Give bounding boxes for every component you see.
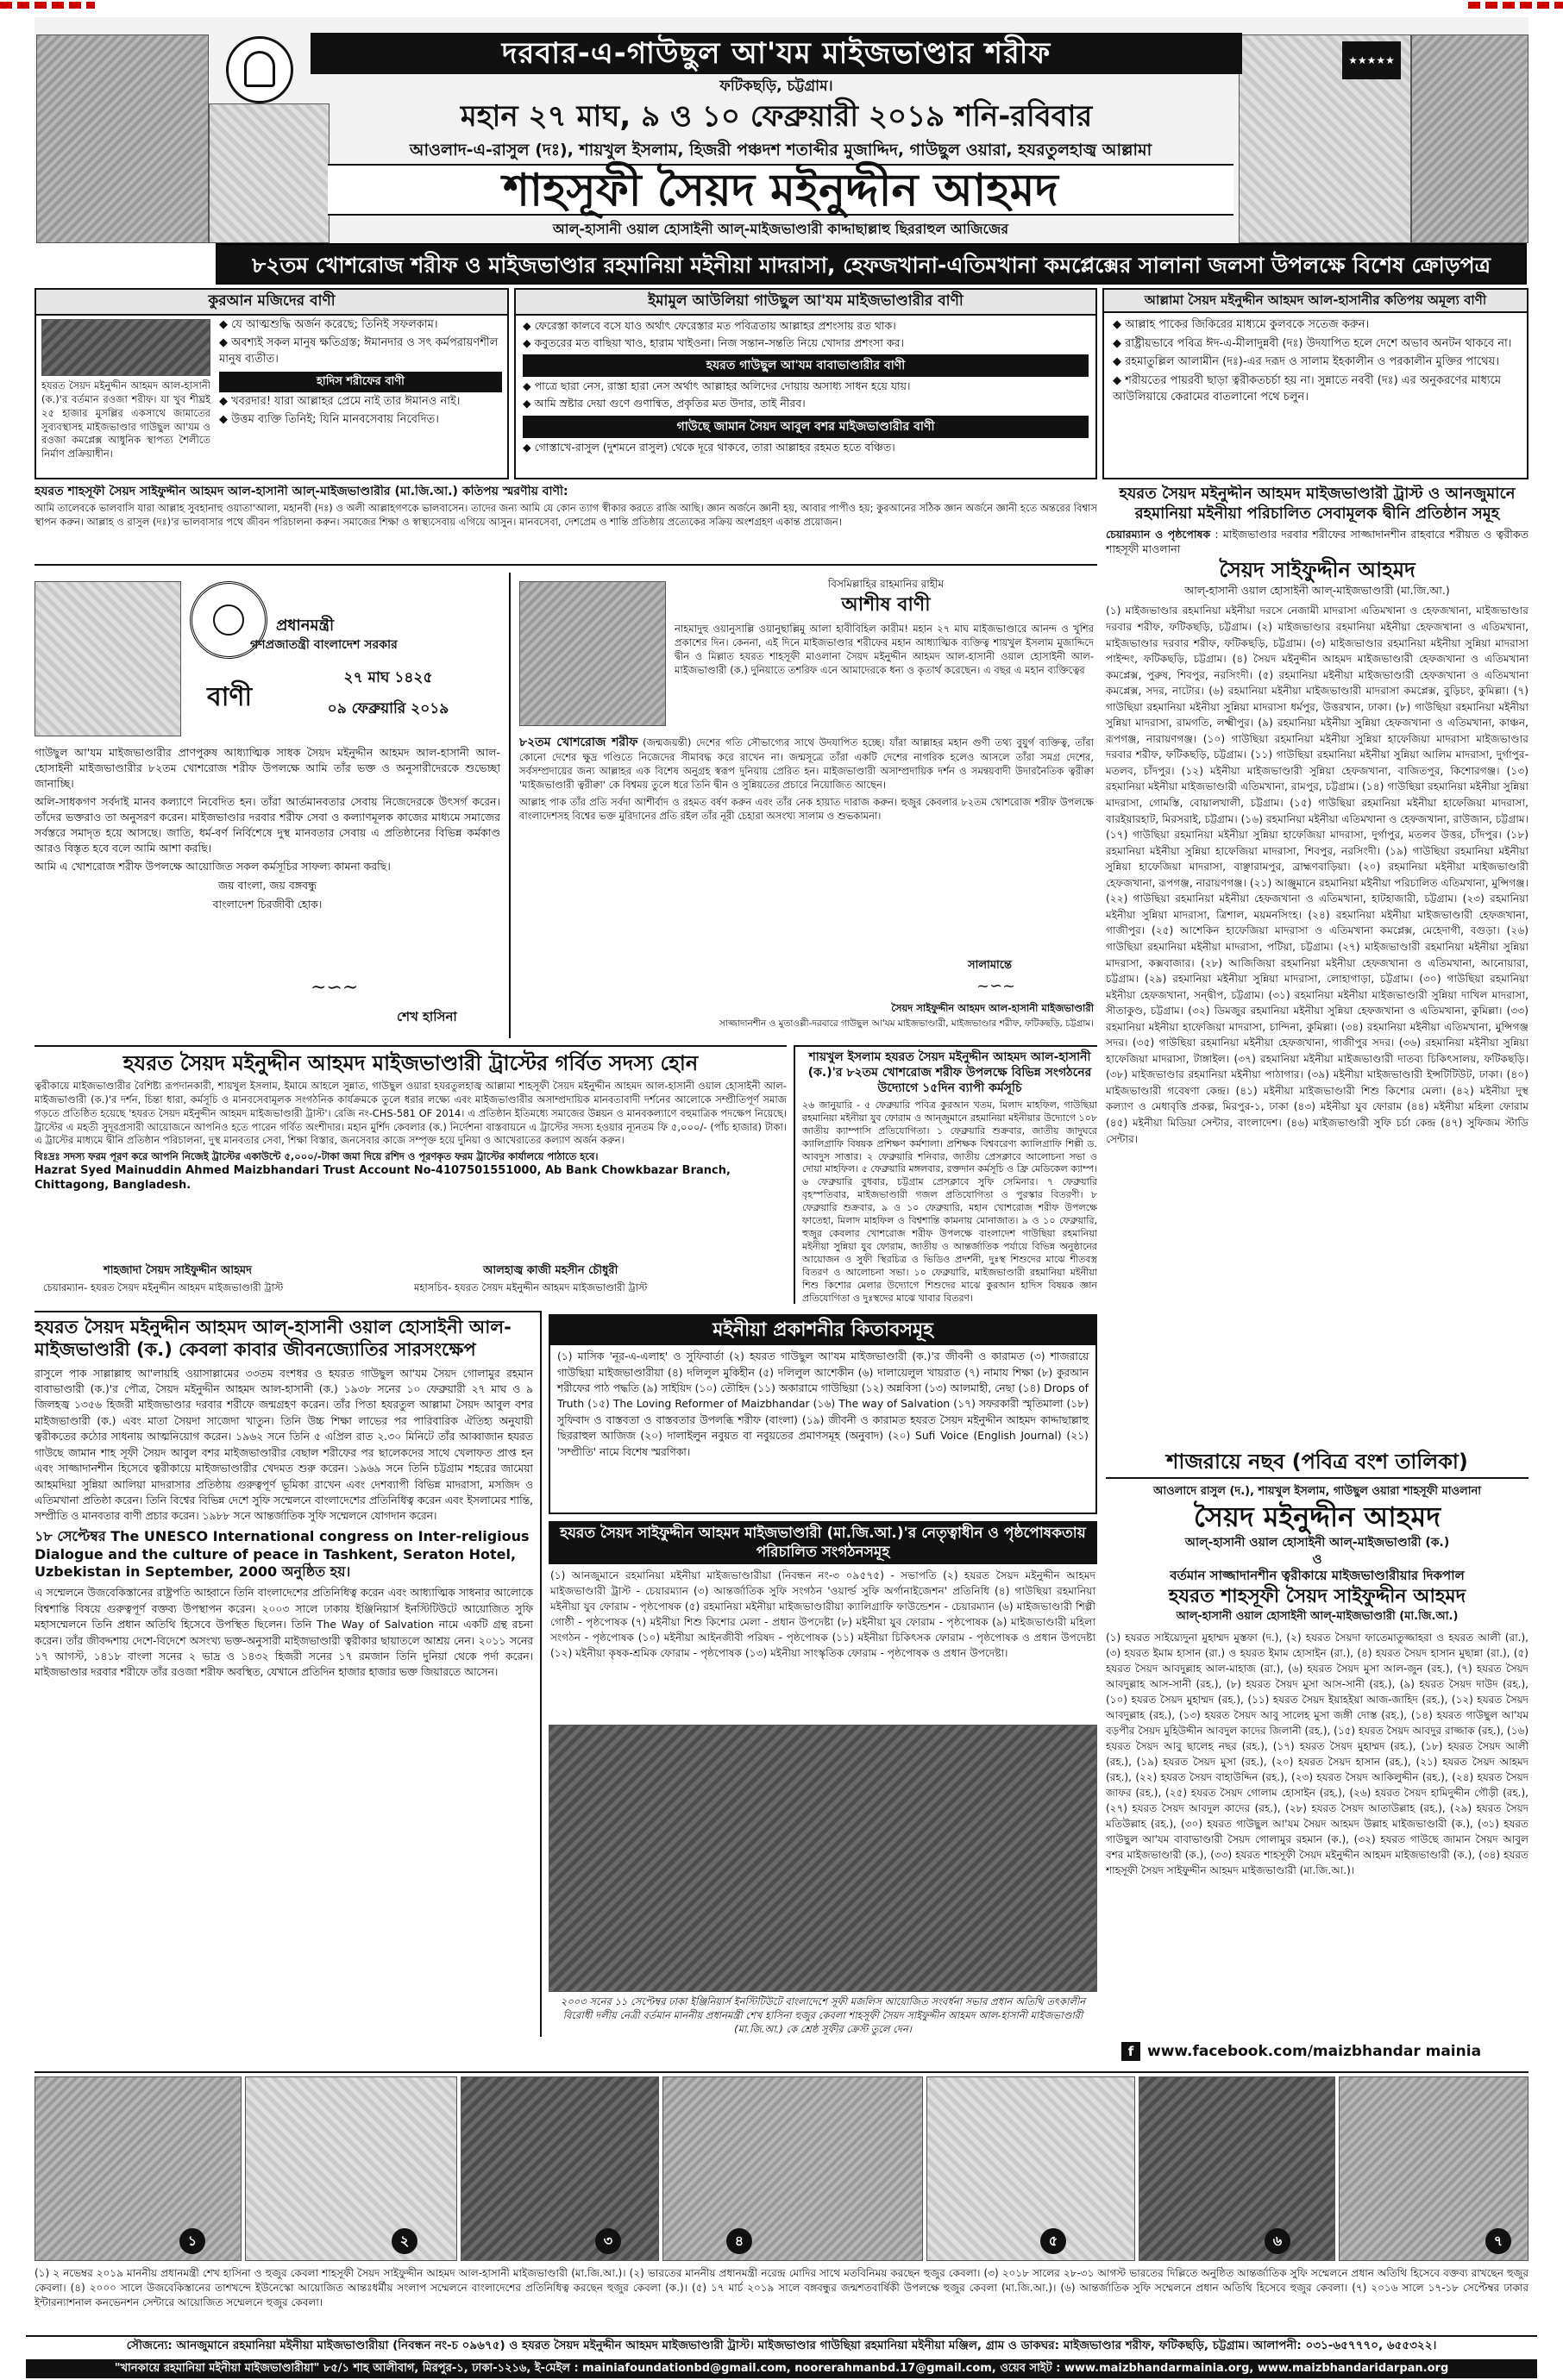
shajra-section bbox=[1106, 1449, 1528, 2039]
pm-body bbox=[35, 745, 500, 916]
ashish-closing: সালামান্তে bbox=[968, 959, 1012, 972]
trust-sig-2-name: আলহাজ্ব কাজী মহসীন চৌধুরী bbox=[483, 1264, 618, 1277]
facebook-link[interactable] bbox=[1121, 2042, 1527, 2068]
allama-box bbox=[1102, 288, 1528, 479]
program-section bbox=[794, 1045, 1097, 1304]
special-supplement-banner: ৮২তম খোশরোজ শরীফ ও মাইজভাণ্ডার রহমানিয়া মইনীয়া মাদরাসা, হেফজখানা-এতিমখানা কমপ্লেক্সের সালানা জলসা উপলক্ষে বিশেষ ক্রোড়পত্র bbox=[216, 243, 1527, 285]
biography-text-2: এ সম্মেলনে উজবেকিস্তানের রাষ্ট্রপতি আহ্বানে তিনি বাংলাদেশের প্রতিনিধিত্ব করেন এবং আধ্যাত্মিক সাধনার আলোকে বিশ্বশান্তি বিষয়ে গুরুত্বপূর্ণ বক্তব্য উপস্থাপন করেন। ২০০৩ সালে ঢাকায় ইঞ্জিনিয়ার্স ইনস্টিটিউটে আয়োজিত সুফি মহাসম্মেলনে তিনি প্রধান অতিথি হিসেবে উপস্থিত ছিলেন। তিনি The Way of Salvation নামে একটি গ্রন্থ রচনা করেন। তাঁর জীবদ্দশায় দেশে-বিদেশে অসংখ্য ভক্ত-অনুসারী মাইজভাণ্ডারী ত্বরীকার ছায়াতলে আশ্রয় নেন। ২০১১ সনের ১৭ আগস্ট, ১৪১৮ বাংলা সনের ২ ভাদ্র ও ১৪৩২ হিজরী সনের ১৭ রমজান তিনি দুনিয়া থেকে পর্দা করেন। মাইজভাণ্ডার দরবার শরীফে তাঁর রওজা শরীফ অবস্থিত, যেখানে প্রতিদিন হাজার হাজার ভক্ত জিয়ারতে আসেন। bbox=[35, 1587, 533, 1679]
pm-date-1: ২৭ মাঘ ১৪২৫ bbox=[343, 669, 433, 686]
ashish-paragraph-2: (জন্মজয়ন্তী) দেশের গতি সৌভাগ্যের সাথে উদযাপিত হচ্ছে। যাঁরা আল্লাহর মহান গুণী তথ্য বুযুর্গ ব্যক্তিত্ব, তাঁরা কোনো দেশের ক্ষুদ্র গণ্ডিতে নিজেদের সীমাবদ্ধ করে রাখেন না। জন্মসূত্রে তাঁরা একটি দেশের নাগরিক হলেও আসলে তাঁরা সমগ্র দেশের, সর্বসম্প্রদায়ের জন্য আল্লাহর এক বিশেষ অনুগ্রহ স্বরূপ দুনিয়ায় প্রেরিত হন। মাইজভাণ্ডারী অসাম্প্রদায়িক দর্শন ও সমন্বয়বাদী উদারনৈতিক ত্বরীক্বা 'মাইজভাণ্ডারী ত্বরীক্বা' কে বিশ্বময় তুলে ধরে তিনি দ্বীন ও সুন্নিয়তের প্রচারে নিয়োজিত আছেন। bbox=[519, 736, 1094, 792]
strip-photo-4 bbox=[662, 2076, 923, 2261]
shajra-line-5: আল্-হাসানী ওয়াল হোসাইনী আল্-মাইজভাণ্ডারী (মা.জি.আ.) bbox=[1176, 1609, 1459, 1623]
quran-bullet-2: ◆ অবশ্যই সকল মানুষ ক্ষতিগ্রস্ত; ঈমানদার ও সৎ কর্মপরায়ণশীল মানুষ ব্যতীত। bbox=[219, 335, 499, 366]
photo-number-4: ৪ bbox=[726, 2228, 752, 2254]
smaraniya-title: হযরত শাহসূফী সৈয়দ সাইফুদ্দীন আহমদ আল-হাসানী আল্-মাইজভাণ্ডারীর (মা.জি.আ.) কতিপয় স্মরণীয় বাণী: bbox=[35, 485, 568, 498]
quran-bullet-1: ◆ যে আত্মশুদ্ধি অর্জন করেছে; তিনিই সফলকাম। bbox=[219, 318, 438, 331]
photo-number-2: ২ bbox=[392, 2228, 417, 2254]
photo-number-1: ১ bbox=[179, 2228, 205, 2254]
hadith-title: হাদিস শরীফের বাণী bbox=[219, 372, 502, 393]
allama-bullet-4: ◆ শরীয়তের পায়রবী ছাড়া ত্বরীকতচর্চা হয় না। সুন্নাতে নববী (দঃ) এর অনুকরণের মাধ্যমে আউলিয়ায়ে কেরামের বাতলানো পথে চলুন। bbox=[1113, 373, 1502, 404]
allama-bullet-3: ◆ রহমাতুল্লিল আলামীন (দঃ)-এর দরূদ ও সালাম ইহকালীন ও পরকালীন মুক্তির পাথেয়। bbox=[1113, 355, 1499, 369]
imamul-box-title: ইমামুল আউলিয়া গাউছুল আ'যম মাইজভাণ্ডারীর বাণী bbox=[516, 290, 1095, 316]
pm-closing-1: জয় বাংলা, জয় বঙ্গবন্ধু bbox=[218, 879, 317, 892]
pm-date-2: ০৯ ফেব্রুয়ারি ২০১৯ bbox=[327, 700, 449, 717]
program-text: ২৬ জানুয়ারি - ৫ ফেব্রুয়ারি পবিত্র কুরআন খতম, মিলাদ মাহফিল, গাউছিয়া রহমানিয়া মইনীয়া যুব ফোরাম ও আন্জুমানে রহমানিয়া মইনীয়ার উদ্যোগে ১০৮ জাতীয় ক্যাম্পাসি প্রতিযোগিতা। ১ ফেব্রুয়ারি শুক্রবার, জাতীয় জাদুঘরে ক্যালিগ্রাফি বিষয়ক প্রশিক্ষণ কর্মশালা। প্রশিক্ষক বিশ্ববরেণ্য ক্যালিগ্রাফি শিল্পী ড. আবদুস সাত্তার। ২ ফেব্রুয়ারি শনিবার, জাতীয় প্রেসক্লাবে আলোচনা সভা ও দোয়া মাহফিল। ৫ ফেব্রুয়ারি মঙ্গলবার, রক্তদান কর্মসূচি ও ফ্রি মেডিকেল ক্যাম্প। ৬ ফেব্রুয়ারি বুধবার, চট্টগ্রাম প্রেসক্লাবে সুফি সেমিনার। ৭ ফেব্রুয়ারি বৃহস্পতিবার, মাইজভাণ্ডারী গজল প্রতিযোগিতা ও পুরস্কার বিতরণী। ৮ ফেব্রুয়ারি শুক্রবার, ৯ ও ১০ ফেব্রুয়ারি, মহান খোশরোজ শরীফ উপলক্ষে ফাতেহা, মিলাদ মাহফিল ও বিশ্বশান্তি কামনায় মোনাজাত। ৯ ও ১০ ফেব্রুয়ারি, হুজুর কেবলার খোশরোজ শরীফ উপলক্ষে বাংলাদেশ গাউছিয়া রহমানিয়া মইনীয়া সুন্নিয়া যুব ফোরাম, জাতীয় ও আন্তর্জাতিক পর্যায়ে বিভিন্ন অনুষ্ঠানের আয়োজন ও সুফী স্থিরচিত্র ও ভিডিও প্রদর্শনী, দুঃস্থ শিশুদের মাঝে শীতবস্ত্র বিতরণ ও আলোচনা সভা। ১০ ফেব্রুয়ারি, মাইজভাণ্ডারী রহমানিয়া মইনীয়া শিশু কিশোর মেলার উদ্যোগে শিশুদের মাঝে কুরআন হাদিস বিষয়ক জ্ঞান প্রতিযোগিতা ও দুঃস্থদের মাঝে খাবার বিতরণ। bbox=[802, 1099, 1097, 1304]
ashish-signature: ~∽~ bbox=[976, 977, 1016, 995]
pm-paragraph-2: অলি-সাধকগণ সর্বদাই মানব কল্যাণে নিবেদিত হন। তাঁরা আর্তমানবতার সেবায় নিজেদেরকে উৎসর্গ করেন। তাঁদের ভক্তরাও তা অনুসরণ করেন। মাইজভাণ্ডার দরবার শরীফ সেবা ও কল্যাণমূলক কাজের মাধ্যমে সমাজের সর্বস্তরে সমাদৃত হয়ে আসছে। জাতি, ধর্ম-বর্ণ নির্বিশেষে দুস্থ মানবতার সেবায় এ প্রতিষ্ঠানের বিভিন্ন কর্মকাণ্ড আরও বিস্তৃত হবে বলে আমি আশা করছি। bbox=[35, 795, 500, 855]
rawza-photo bbox=[41, 319, 210, 376]
pm-portrait bbox=[35, 581, 181, 736]
top-stripe-bar bbox=[0, 0, 1563, 12]
strip-photo-6 bbox=[1139, 2076, 1335, 2261]
ashish-footer-2: সাজ্জাদানশীন ও মুতাওল্লী-দরবারে গাউছুল আ'যম মাইজভাণ্ডারী, মাইজভাণ্ডার শরীফ, ফটিকছড়ি, চট্টগ্রাম। bbox=[719, 1018, 1094, 1029]
stars-badge: ★★★★★ bbox=[1342, 41, 1401, 79]
trust-chair-label: চেয়ারম্যান ও পৃষ্ঠপোষক bbox=[1106, 528, 1211, 541]
shajra-text: (১) হযরত সাইয়্যেদুনা মুহাম্মদ মুস্তফা (দ.), (২) হযরত সৈয়দা ফাতেমাতুজ্জাহরা ও হযরত আলী (রা.), (৩) হযরত ইমাম হাসান (রা.) ও হযরত ইমাম হোসাইন (রা.), (৪) হযরত সৈয়দ হাসান মুছান্না (রা.), (৫) হযরত সৈয়দ আবদুল্লাহ আল-মাহাজ (রা.), (৬) হযরত সৈয়দ মুসা আল-জুন (রহ.), (৭) হযরত সৈয়দ আবদুল্লাহ আস-সানী (রহ.), (৮) হযরত সৈয়দ মুসা আস-সানী (রহ.), (৯) হযরত সৈয়দ দাউদ (রহ.), (১০) হযরত সৈয়দ মুহাম্মদ (রহ.), (১১) হযরত সৈয়দ ইয়াহইয়া আজ-জাহিদ (রহ.), (১২) হযরত সৈয়দ আবদুল্লাহ (রহ.), (১৩) হযরত সৈয়দ আবু সালেহ মুসা জঙ্গী দোস্ত (রহ.), (১৪) হযরত গাউছুল আ'যম বড়পীর সৈয়দ মুহিউদ্দীন আবদুল কাদের জিলানী (রহ.), (১৫) হযরত সৈয়দ আবদুর রাজ্জাক (রহ.), (১৬) হযরত সৈয়দ আবু ছালেহ নছর (রহ.), (১৭) হযরত সৈয়দ মুহাম্মদ (রহ.), (১৮) হযরত সৈয়দ আলী (রহ.), (১৯) হযরত সৈয়দ মুসা (রহ.), (২০) হযরত সৈয়দ হাসান (রহ.), (২১) হযরত সৈয়দ আহমদ (রহ.), (২২) হযরত সৈয়দ বাহাউদ্দিন (রহ.), (২৩) হযরত সৈয়দ আকিলুদ্দীন (রহ.), (২৪) হযরত সৈয়দ জাফর (রহ.), (২৫) হযরত সৈয়দ গোলাম হোসাইন (রহ.), (২৬) হযরত সৈয়দ হামিদুদ্দীন গৌড়ী (রহ.), (২৭) হযরত সৈয়দ আবদুল কাদের (রহ.), (২৮) হযরত সৈয়দ আতাউল্লাহ (রহ.), (২৯) হযরত সৈয়দ মতিউল্লাহ (রহ.), (৩০) হযরত গাউছুল আ'যম সৈয়দ আহমদ উল্লাহ মাইজভাণ্ডারী (ক.), (৩১) হযরত গাউছুল আ'যম বাবাভাণ্ডারী সৈয়দ গোলামুর রহমান (ক.), (৩২) হযরত গাউছে জামান সৈয়দ আবুল বশর মাইজভাণ্ডারী (ক.), (৩৩) হযরত শাহসূফী সৈয়দ মইনুদ্দীন আহমদ মাইজভাণ্ডারী (ক.), (৩৪) হযরত শাহসূফী সৈয়দ সাইফুদ্দীন আহমদ মাইজভাণ্ডারী (মা.জি.আ.)। bbox=[1106, 1631, 1528, 1876]
header-name: শাহসূফী সৈয়দ মইনুদ্দীন আহমদ bbox=[328, 164, 1233, 216]
mosque-photo-left bbox=[36, 34, 209, 243]
allama-bullet-2: ◆ রাষ্ট্রীয়ভাবে পবিত্র ঈদ-এ-মীলাদুন্নবী (দঃ) উদযাপিত হলে দেশে অভাব অনটন থাকবে না। bbox=[1113, 336, 1512, 350]
ashish-body bbox=[519, 735, 1094, 955]
ashish-label: ৮২তম খোশরোজ শরীফ bbox=[519, 736, 638, 749]
pm-title: প্রধানমন্ত্রী bbox=[276, 617, 335, 635]
logo-emblem bbox=[226, 36, 293, 103]
photo-number-6: ৬ bbox=[1265, 2228, 1290, 2254]
trust-member-note: বিঃদ্রঃ সদস্য ফরম পূরণ করে আপনি নিজেই ট্রাস্টের একাউন্টে ৫,০০০/-টাকা জমা দিয়ে রশিদ ও পূরণকৃত ফরম ট্রাস্টের কার্যালয়ে পাঠাতে হবে। bbox=[35, 1150, 599, 1163]
facebook-url: www.facebook.com/maizbhandar mainia bbox=[1147, 2043, 1482, 2060]
header-subline: আওলাদ-এ-রাসুল (দঃ), শায়খুল ইসলাম, হিজরী পঞ্চদশ শতাব্দীর মুজাদ্দিদ, গাউছুল ওয়ারা, হযরতুলহাজ্ব আল্লামা bbox=[409, 141, 1152, 160]
publications-title: মইনীয়া প্রকাশনীর কিতাবসমূহ bbox=[550, 1316, 1095, 1345]
right-stripe bbox=[1468, 2, 1563, 9]
trust-list-title: হযরত সৈয়দ মইনুদ্দীন আহমদ মাইজভাণ্ডারী ট্রাস্ট ও আনজুমানে রহমানিয়া মইনীয়া পরিচালিত সেবামূলক দ্বীনি প্রতিষ্ঠান সমূহ bbox=[1119, 485, 1516, 523]
pm-paragraph-1: গাউছুল আ'যম মাইজভাণ্ডারীর প্রাণপুরুষ আধ্যাত্মিক সাধক সৈয়দ মইনুদ্দীন আহমদ আল-হাসানী আল-হোসাইনী মাইজভাণ্ডারীর ৮২তম খোশরোজ শরীফ উপলক্ষে আমি তাঁর ভক্ত ও অনুসারীদেরকে শুভেচ্ছা জানাচ্ছি। bbox=[35, 746, 500, 790]
trust-member-section bbox=[35, 1045, 787, 1304]
quran-bullet-3: ◆ খবরদার! যারা আল্লাহর প্রেমে নাই তার ঈমানও নাই। bbox=[219, 395, 461, 409]
pm-closing-2: বাংলাদেশ চিরজীবী হোক। bbox=[212, 897, 323, 911]
biography-text-1: রাসুলে পাক সাল্লাল্লাহু আ'লায়হি ওয়াসাল্লামের ৩৩তম বংশধর ও হযরত গাউছুল আ'যম সৈয়দ গোলামুর রহমান বাবাভাণ্ডারী (ক.)'র পৌত্র, সৈয়দ মইনুদ্দীন আহমদ আল-হাসানী (ক.) ১৯৩৮ সনের ১০ ফেব্রুয়ারী ২৭ মাঘ ও ৯ জিলহজ্ব ১৩৫৬ হিজরী মাইজভাণ্ডার দরবার শরীফে জন্মগ্রহণ করেন। তাঁর পিতা হযরতুল আল্লামা সৈয়দ আবুল বশর মাইজভাণ্ডারী (ক.) এবং মাতা সৈয়দা সাজেদা খাতুন। তিনি উচ্চ শিক্ষা লাভের পর পারিবারিক ঐতিহ্য অনুযায়ী ত্বরীকতের কঠোর সাধনায় আত্মনিয়োগ করেন। ১৯৬২ সনে তিনি ৫ এপ্রিল রাত ২.৩০ মিনিটে তাঁর আব্বাজান হযরত গাউছে জামান শাহ সূফী সৈয়দ আবুল বশর মাইজভাণ্ডারীর বেছাল শরীফের পর ছালেকদের সাথে খেলাফত প্রাপ্ত হন এবং সাজ্জাদানশীন হিসেবে ত্বরীকায়ে মাইজভাণ্ডারীর খেদমত শুরু করেন। ১৯৬৯ সনে তিনি চট্টগ্রাম শহরের জামেয়া আহমদিয়া সুন্নিয়া আলিয়া মাদরাসার প্রতিষ্ঠায় গুরুত্বপূর্ণ ভূমিকা রাখেন এবং দেশব্যাপী বিভিন্ন মাদরাসা, মসজিদ ও এতিমখানা প্রতিষ্ঠা করেন। তিনি বিশ্বের বিভিন্ন দেশে সুফি সম্মেলনে বাংলাদেশের প্রতিনিধিত্ব করেন এবং ইসলামের শান্তি, সম্প্রীতি ও মানবতার বাণী প্রচার করেন। ১৯৮৮ সনে আন্তর্জাতিক সুফি সম্মেলনে যোগদান করেন। bbox=[35, 1367, 533, 1523]
footer-courtesy: সৌজন্যে: আনজুমানে রহমানিয়া মইনীয়া মাইজভাণ্ডারীয়া (নিবন্ধন নং-চ ০৯৬৭৫) ও হযরত সৈয়দ মইনুদ্দীন আহমদ মাইজভাণ্ডারী ট্রাস্ট। মাইজভাণ্ডার গাউছিয়া রহমানিয়া মইনীয়া মঞ্জিল, গ্রাম ও ডাকঘর: মাইজভাণ্ডার শরীফ, ফটিকছড়ি, চট্টগ্রাম। আলাপনী: ০৩১-৬৫৭৭৭০, ৬৫৫৩২২। bbox=[126, 2339, 1437, 2352]
trust-sig-2-role: মহাসচিব- হযরত সৈয়দ মইনুদ্দীন আহমদ মাইজভাণ্ডারী ট্রাস্ট bbox=[414, 1281, 648, 1293]
quran-bullets bbox=[219, 317, 502, 478]
trust-list-section bbox=[1106, 485, 1528, 1440]
trust-chair-sub: আল্-হাসানী ওয়াল হোসাইনী আল্-মাইজভাণ্ডারী (মা.জি.আ.) bbox=[1184, 584, 1450, 598]
mosque-photo-right bbox=[1411, 34, 1528, 243]
award-ceremony-photo bbox=[549, 1725, 1097, 1992]
imamul-bullet-5: ◆ গোস্তাখে-রাসুল (দুশমনে রাসুল) থেকে দূরে থাকবে, তারা আল্লাহর রহমত হতে বঞ্চিত। bbox=[523, 440, 895, 454]
quran-bullet-4: ◆ উত্তম ব্যক্তি তিনিই; যিনি মানবসেবায় নিবেদিত। bbox=[219, 413, 439, 427]
page-title: দরবার-এ-গাউছুল আ'যম মাইজভাণ্ডার শরীফ bbox=[311, 33, 1242, 74]
shajra-line-4: বর্তমান সাজ্জাদানশীন ত্বরীকায়ে মাইজভাণ্ডারীয়ার দিকপাল bbox=[1170, 1568, 1465, 1584]
imamul-content bbox=[516, 316, 1095, 460]
award-ceremony-caption: ২০০৩ সনের ১১ সেপ্টেম্বর ঢাকা ইঞ্জিনিয়ার্স ইনস্টিটিউটে বাংলাদেশে সূফী মজলিস আয়োজিত সংবর্ধনা সভার প্রধান অতিথি তৎকালীন বিরোধী দলীয় নেত্রী বর্তমান মাননীয় প্রধানমন্ত্রী শেখ হাসিনা হুজুর কেবলা শাহসূফী সৈয়দ সাইফুদ্দীন আহমদ আল-হাসানী মাইজভাণ্ডারী (মা.জি.আ.) কে শ্রেষ্ঠ সূফীর ক্রেস্ট তুলে দেন। bbox=[560, 1995, 1086, 2035]
footer-contact: "খানকায়ে রহমানিয়া মইনীয়া মাইজভাণ্ডারীয়া" ৮৫/১ শাহ আলীবাগ, মিরপুর-১, ঢাকা-১২১৬, ই-মেইল : mainiafoundationbd@gmail.com, noorerahmanbd.17@gmail.com, ওয়েব সাইট : www.maizbhandarmainia.org, www.maizbhandaridarpan.org bbox=[26, 2359, 1537, 2378]
biography-section bbox=[35, 1311, 542, 2037]
allama-box-title: আল্লামা সৈয়দ মইনুদ্দীন আহমদ আল-হাসানীর কতিপয় অমূল্য বাণী bbox=[1104, 290, 1527, 313]
pm-message bbox=[35, 573, 511, 1038]
strip-photo-5 bbox=[926, 2076, 1135, 2261]
allama-bullets bbox=[1104, 313, 1527, 411]
header-date: মহান ২৭ মাঘ, ৯ ও ১০ ফেব্রুয়ারী ২০১৯ শনি-রবিবার bbox=[460, 99, 1093, 134]
strip-photo-2 bbox=[245, 2076, 457, 2261]
trust-member-title: হযরত সৈয়দ মইনুদ্দীন আহমদ মাইজভাণ্ডারী ট্রাস্টের গর্বিত সদস্য হোন bbox=[122, 1051, 699, 1075]
facebook-icon: f bbox=[1121, 2042, 1140, 2061]
publications-text: (১) মাসিক 'নূর-এ-এলাহ' ও সুফিবার্তা (২) হযরত গাউছুল আ'যম মাইজভাণ্ডারী (ক.)'র জীবনী ও কারামত (৩) শাজরায়ে গাউছিয়া মাইজভাণ্ডারীয়া (৪) দলিলুল মুকিহীন (৫) দলিলুল আশেকীন (৬) দালায়েলুল খায়রাত (৭) নামায শিক্ষা (৮) কুরআন শরীফের পাঠ পদ্ধতি (৯) সাইয়িদ (১০) তৌহিদ (১১) অকারামে গাউছিয়া (১২) অন্নবিসা (১৩) আলমাহী, নেছা (১৪) Drops of Truth (১৫) The Loving Reformer of Maizbhandar (১৬) The way of Salvation (১৭) সফরকারী স্মৃতিমালা (১৮) সুফিবাদ ও বাস্তবতা ও বাস্তবতার উপলব্ধি শরীফ (বাংলা) (১৯) জীবনী ও কারামত হযরত সৈয়দ মইনুদ্দীন আহমদ কাদ্দাছাল্লাহু ছিররাহুল আজিজ (২০) দালাইলুন নবুয়ত বা নবুয়তের প্রমাণসমূহ (অনুবাদ) (২০) Sufi Voice (English Journal) (২১) 'সম্প্রীতি' নামে বিশেষ স্মরণিকা। bbox=[557, 1350, 1089, 1458]
pm-signature-name: শেখ হাসিনা bbox=[397, 1009, 457, 1024]
header-location: ফটিকছড়ি, চট্টগ্রাম। bbox=[719, 78, 833, 95]
imamul-sub-1: হযরত গাউছুল আ'যম বাবাভাণ্ডারীর বাণী bbox=[523, 354, 1089, 377]
allama-bullet-1: ◆ আল্লাহ পাকের জিকিরের মাধ্যমে কুলবকে সতেজ করুন। bbox=[1113, 318, 1370, 332]
trust-chair-name: সৈয়দ সাইফুদ্দীন আহমদ bbox=[1219, 557, 1415, 582]
left-stripe bbox=[0, 2, 95, 9]
trust-chair: চেয়ারম্যান ও পৃষ্ঠপোষক : মাইজভাণ্ডার দরবার শরীফের সাজ্জাদানশীন রাহবারে শরীয়ত ও ত্বরীকত শাহসূফী মাওলানা bbox=[1106, 528, 1528, 556]
pm-bani: বাণী bbox=[207, 682, 253, 712]
quran-box-title: কুরআন মজিদের বাণী bbox=[36, 290, 507, 316]
photo-number-5: ৫ bbox=[1040, 2228, 1066, 2254]
pm-gov: গণপ্রজাতন্ত্রী বাংলাদেশ সরকার bbox=[250, 638, 398, 652]
biography-english: ১৮ সেপ্টেম্বর The UNESCO International congress on Inter-religious Dialogue and the culture of peace in Tashkent, Seraton Hotel, Uzbekistan in September, 2000 অনুষ্ঠিত হয়। bbox=[35, 1527, 530, 1581]
imamul-box bbox=[514, 288, 1097, 479]
ashish-title: আশীষ বাণী bbox=[841, 594, 931, 616]
trust-member-text: ত্বরীকায়ে মাইজভাণ্ডারীর বৈশিষ্ট্য রূপদানকারী, শায়খুল ইসলাম, ইমামে আহলে সুন্নাত, গাউছুল ওয়ারা হযরতুলহাজ্ব আল্লামা শাহসূফী সৈয়দ মইনুদ্দীন আহমদ আল-হাসানী ওয়াল হোসাইনী আল-মাইজভাণ্ডারী (ক.)'র দর্শন, চিন্তা ধারা, কর্মসূচি ও মানবসেবামূলক সংগঠনিক কার্যক্রমকে তুলে ধরার লক্ষ্যে এবং মাইজভাণ্ডারীর অসাম্প্রদায়িক মানবতাবাদী দর্শনের আলোকে সম্প্রীতিপূর্ণ সমাজ গড়তে প্রতিষ্ঠিত হয়েছে 'হযরত সৈয়দ মইনুদ্দীন আহমদ মাইজভাণ্ডারী ট্রাস্ট'। রেজি নং-CHS-581 OF 2014। এ প্রতিষ্ঠান ইতিমধ্যে সমাজের উন্নয়ন ও মানবকল্যাণে বহুমাত্রিক পদক্ষেপ নিয়েছে। ট্রাস্টের এ মহতী সুদূরপ্রসারী আয়োজনে আপনিও হতে পারেন গর্বিত অংশীদার। মহান মুর্শিদ কেবলার (ক.) নির্দেশনা বাস্তবায়নে এ ট্রাস্টের সদস্য হওয়ার ন্যূনতম ফি ৫,০০০/- (পাঁচ হাজার) টাকা। এ ট্রাস্টের মাধ্যমে দ্বীনি প্রতিষ্ঠান পরিচালনা, দুস্থ মানবতার সেবা, শিক্ষা বিস্তার, জনসেবার কাজে সম্পৃক্ত হয়ে দুনিয়া ও আখেরাতের কল্যাণ অর্জন করুন। bbox=[35, 1080, 787, 1147]
imamul-sub-2: গাউছে জামান সৈয়দ আবুল বশর মাইজভাণ্ডারীর বাণী bbox=[523, 416, 1089, 438]
shajra-name: সৈয়দ মইনুদ্দীন আহমদ bbox=[1193, 1500, 1441, 1533]
trust-list-text: (১) মাইজভাণ্ডার রহমানিয়া মইনীয়া দরসে নেজামী মাদরাসা এতিমখানা ও হেফজখানা, মাইজভাণ্ডার দরবার শরীফ, ফটিকছড়ি, চট্টগ্রাম। (২) মাইজভাণ্ডার রহমানিয়া মইনীয়া হেফজখানা ও এতিমখানা, মাইজভাণ্ডার দরবার শরীফ, ফটিকছড়ি, চট্টগ্রাম। (৩) মাইজভাণ্ডার রহমানিয়া মইনীয়া সুন্নিয়া মাদরাসা পাইন্দং, ফটিকছড়ি, চট্টগ্রাম। (৪) সৈয়দ মইনুদ্দীন আহমদ মাইজভাণ্ডারী হেফজখানা ও এতিমখানা কমপ্লেক্স, পুরুষ, শিবপুর, নরসিংদী। (৫) রহমানিয়া মইনীয়া মাইজভাণ্ডারী হেফজখানা ও এতিমখানা কমপ্লেক্স, সদর, নাটোর। (৬) রহমানিয়া মইনীয়া মাইজভাণ্ডারী মাদরাসা কমপ্লেক্স, বুড়িচং, কুমিল্লা। (৭) গাউছিয়া রহমানিয়া মইনীয়া সুন্নিয়া মাদরাসা ধর্মপুর, উত্তরখান, ঢাকা। (৮) গাউছিয়া রহমানিয়া মইনীয়া সুন্নিয়া মাদরাসা, রামগতি, লক্ষ্মীপুর। (৯) রহমানিয়া মইনীয়া সুন্নিয়া হেফজখানা ও এতিমখানা, কাঞ্চন, রূপগঞ্জ, নারায়ণগঞ্জ। (১০) গাউছিয়া রহমানিয়া মইনীয়া সুন্নিয়া হাফেজিয়া মাদরাসা মাইজভাণ্ডার দরবার শরীফ, ফটিকছড়ি, চট্টগ্রাম। (১১) গাউছিয়া রহমানিয়া মইনীয়া সুন্নিয়া আলিম মাদরাসা, দুর্গাপুর-মতলব, চাঁদপুর। (১২) মইনীয়া মাইজভাণ্ডারী সুন্নিয়া হেফজখানা, বাজিতপুর, কিশোরগঞ্জ। (১৩) রহমানিয়া মইনীয়া মাইজভাণ্ডারী এতিমখানা, রামপুর, চট্টগ্রাম। (১৪) গাউছিয়া রহমানিয়া মইনীয়া সুন্নিয়া মাদরাসা, গোমস্তি, বোয়ালখালী, চট্টগ্রাম। (১৫) গাউছিয়া রহমানিয়া মইনীয়া হাফেজিয়া মাদরাসা, বারইয়ারহাট, মিরসরাই, চট্টগ্রাম। (১৬) রহমানিয়া মইনীয়া এতিমখানা ও হেফজখানা, রাউজান, চট্টগ্রাম। (১৭) গাউছিয়া রহমানিয়া মইনীয়া সুন্নিয়া হাফেজিয়া মাদরাসা, দুর্গাপুর, মতলব উত্তর, চাঁদপুর। (১৮) রহমানিয়া মইনীয়া সুন্নিয়া হাফেজিয়া মাদরাসা, শিবপুর, নরসিংদী। (১৯) গাউছিয়া রহমানিয়া মইনীয়া সুন্নিয়া হাফেজিয়া মাদরাসা, বাঞ্ছারামপুর, ব্রাহ্মণবাড়িয়া। (২০) রহমানিয়া মইনীয়া মাইজভাণ্ডারী হেফজখানা, রূপগঞ্জ, নারায়ণগঞ্জ। (২১) আঞ্জুমানে রহমানিয়া মইনীয়া পরিচালিত এতিমখানা, মুন্সিগঞ্জ। (২২) গাউছিয়া রহমানিয়া মইনীয়া হেফজখানা ও এতিমখানা, হাটহাজারী, চট্টগ্রাম। (২৩) রহমানিয়া মইনীয়া সুন্নিয়া মাদরাসা, ত্রিশাল, ময়মনসিংহ। (২৪) রহমানিয়া মইনীয়া মাইজভাণ্ডারী হেফজখানা, গাজীপুর। (২৫) আশেকিন হাফেজিয়া মাদরাসা ও এতিমখানা কমপ্লেক্স, মেহেদাগী, বগুড়া। (২৬) গাউছিয়া রহমানিয়া মইনীয়া মাদরাসা, পটিয়া, চট্টগ্রাম। (২৭) মাইজভাণ্ডারী রহমানিয়া মইনীয়া সুন্নিয়া মাদরাসা, কক্সবাজার। (২৮) আজিজিয়া রহমানিয়া মইনীয়া হেফজখানা ও এতিমখানা, আনোয়ারা, চট্টগ্রাম। (২৯) রহমানিয়া মইনীয়া সুন্নিয়া মাদরাসা, লোহাগাড়া, চট্টগ্রাম। (৩০) গাউছিয়া রহমানিয়া মইনীয়া হেফজখানা, সন্দ্বীপ, চট্টগ্রাম। (৩১) রহমানিয়া মইনীয়া মাইজভাণ্ডারী সুন্নিয়া দাখিল মাদরাসা, সীতাকুণ্ড, চট্টগ্রাম। (৩২) ডিমজুর রহমানিয়া মইনীয়া সুন্নিয়া হেফজখানা ও এতিমখানা, কুমিল্লা। (৩৩) রহমানিয়া মইনীয়া হাফেজিয়া মাদরাসা, চান্দিনা, কুমিল্লা। (৩৪) রহমানিয়া মইনীয়া এতিমখানা, মুন্সিগঞ্জ সদর। (৩৫) গাউছিয়া রহমানিয়া মইনীয়া হেফজখানা, গাজীপুর সদর। (৩৬) রহমানিয়া মইনীয়া সুন্নিয়া হাফেজিয়া মাদরাসা, টাঙ্গাইল। (৩৭) রহমানিয়া মইনীয়া মাইজভাণ্ডারী দাতব্য চিকিৎসালয়, ফটিকছড়ি। (৩৮) মাইজভাণ্ডার রহমানিয়া মইনীয়া পাঠাগার। (৩৯) মইনীয়া মাইজভাণ্ডারী ইন্সটিটিউট, ঢাকা। (৪০) মাইজভাণ্ডারী গবেষণা কেন্দ্র। (৪১) মইনীয়া মাইজভাণ্ডারী শিশু কিশোর মেলা। (৪২) মইনীয়া দুস্থ কল্যাণ ও মেধাবৃত্তি প্রকল্প, মিরপুর-১, ঢাকা (৪৩) মইনীয়া যুব ফোরাম (৪৪) মইনীয়া মহিলা ফোরাম (৪৫) মইনীয়া মিডিয়া সেন্টার, বাংলাদেশ। (৪৬) মাইজভাণ্ডারী সুফি চর্চা কেন্দ্র (৪৭) সুফিজম স্টাডি সেন্টার। bbox=[1106, 604, 1528, 1145]
imamul-bullet-3: ◆ পাত্রে ছারা নেস, রাস্তা হারা নেস অর্থাৎ আল্লাহর অলিদের দোয়ায় অসাধ্য সাধন হয়ে যায়। bbox=[523, 379, 911, 393]
govt-seal-inner bbox=[213, 604, 244, 636]
logo-mosque-shape bbox=[244, 51, 275, 87]
imamul-bullet-1: ◆ ফেরেস্তা কালবে বসে যাও অর্থাৎ ফেরেস্তার মত পবিত্রতায় আল্লাহর প্রশংসায় রত থাক। bbox=[523, 318, 896, 332]
header-name-sub: আল্-হাসানী ওয়াল হোসাইনী আল্-মাইজভাণ্ডারী কাদ্দাছাল্লাহু ছিররাহুল আজিজের bbox=[552, 221, 1009, 237]
org-title: হযরত সৈয়দ সাইফুদ্দীন আহমদ মাইজভাণ্ডারী (মা.জি.আ.)'র নেতৃত্বাধীন ও পৃষ্ঠপোষকতায় পরিচালিত সংগঠনসমূহ bbox=[549, 1521, 1097, 1564]
publications-box bbox=[549, 1314, 1097, 1514]
footer-divider bbox=[26, 2335, 1537, 2337]
shajra-line-3: ও bbox=[1312, 1551, 1322, 1568]
pm-paragraph-3: আমি এ খোশরোজ শরীফ উপলক্ষে আয়োজিত সকল কর্মসূচির সাফল্য কামনা করছি। bbox=[35, 860, 391, 874]
org-section bbox=[549, 1521, 1097, 1719]
program-title: শায়খুল ইসলাম হযরত সৈয়দ মইনুদ্দীন আহমদ আল-হাসানী (ক.)'র ৮২তম খোশরোজ শরীফ উপলক্ষে বিভিন্ন সংগঠনের উদ্যোগে ১৫দিন ব্যাপী কর্মসূচি bbox=[807, 1050, 1092, 1095]
trust-chair-text: মাইজভাণ্ডার দরবার শরীফের সাজ্জাদানশীন রাহবারে শরীয়ত ও ত্বরীকত শাহসূফী মাওলানা bbox=[1106, 528, 1528, 556]
smaraniya-text: আমি তালেবকে ভালবাসি যারা আল্লাহ সুবহানাহু ওয়াতা'আলা, মহানবী (দঃ) ও অলী আল্লাহগণকে ভালবাসেন। তাদের জন্য আমি যে কোন ত্যাগ স্বীকার করতে রাজি আছি। জ্ঞান অর্জনে জ্ঞানী হয়, আবার পাপীও হয়; কুরআনের সঠিক জ্ঞান অর্জনে জ্ঞানী হতে অন্তরের বিশ্বাস স্থাপন করুন। আল্লাহ ও রাসুল (দঃ)'র ভালবাসার পথে জীবন পরিচালনা করুন। সমাজের শিক্ষা ও স্বাস্থ্যসেবায় এগিয়ে আসুন। মানবসেবা, দেশপ্রেম ও শান্তি প্রতিষ্ঠায় প্রত্যেকের সক্রিয় অংশগ্রহণ একান্ত প্রয়োজন। bbox=[35, 501, 1097, 528]
strip-photo-3 bbox=[461, 2076, 659, 2261]
shajra-line-2: আল্-হাসানী ওয়াল হোসাইনী আল্-মাইজভাণ্ডারী (ক.) bbox=[1184, 1535, 1450, 1550]
trust-sig-1-role: চেয়ারম্যান- হযরত সৈয়দ মইনুদ্দীন আহমদ মাইজভাণ্ডারী ট্রাস্ট bbox=[43, 1281, 284, 1293]
ashish-message bbox=[519, 573, 1097, 1038]
shajra-title: শাজরায়ে নছব (পবিত্র বংশ তালিকা) bbox=[1106, 1449, 1528, 1479]
shajra-line-1: আওলাদে রাসুল (দ.), শায়খুল ইসলাম, গাউছুল ওয়ারা শাহসূফী মাওলানা bbox=[1152, 1485, 1482, 1498]
strip-photo-1 bbox=[35, 2076, 242, 2261]
trust-sig-1-name: শাহজাদা সৈয়দ সাইফুদ্দীন আহমদ bbox=[104, 1264, 252, 1277]
rawza-caption: হযরত সৈয়দ মইনুদ্দীন আহমদ আল-হাসানী (ক.)'র বর্তমান রওজা শরীফ। যা খুব শীঘ্রই ২৫ হাজার মুসল্লির একসাথে জামাতের সুব্যবস্থাসহ মাইজভাণ্ডার গাউছুল আ'যম ও রওজা কমপ্লেক্স আধুনিক স্থাপত্য শৈলীতে নির্মাণ প্রক্রিয়াধীন। bbox=[41, 379, 210, 460]
saifuddin-portrait bbox=[519, 581, 666, 726]
org-text: (১) আনজুমানে রহমানিয়া মইনীয়া মাইজভাণ্ডারীয়া (নিবন্ধন নং-৩ ০৯৫৭৫) - সভাপতি (২) হযরত সৈয়দ মইনুদ্দীন আহমদ মাইজভাণ্ডারী ট্রাস্ট - চেয়ারম্যান (৩) আন্তর্জাতিক সুফি সংগঠন 'ওয়ার্ল্ড সুফি অর্গানাইজেশন' প্রতিনিধি (৪) গাউছিয়া রহমানিয়া মইনীয়া যুব ফোরাম - পৃষ্ঠপোষক (৫) রহমানিয়া মইনীয়া মাইজভাণ্ডারীয়া ক্যালিগ্রাফি ফাউন্ডেশন - চেয়ারম্যান (৬) মাইজভাণ্ডারী শিল্পী গোষ্ঠী - পৃষ্ঠপোষক (৭) মইনীয়া শিশু কিশোর মেলা - প্রধান উপদেষ্টা (৮) মইনীয়া যুব ফোরাম - পৃষ্ঠপোষক (৯) মাইজভাণ্ডারী মহিলা সংগঠন - পৃষ্ঠপোষক (১০) মইনীয়া আইনজীবী পরিষদ - পৃষ্ঠপোষক (১১) মইনীয়া চিকিৎসক ফোরাম - পৃষ্ঠপোষক ও প্রধান উপদেষ্টা (১২) মইনীয়া কৃষক-শ্রমিক ফোরাম - পৃষ্ঠপোষক (১৩) মইনীয়া সাংস্কৃতিক ফোরাম - পৃষ্ঠপোষক ও প্রধান উপদেষ্টা। bbox=[550, 1569, 1095, 1660]
ashish-paragraph-1: নাহমাদুহু ওয়ানুসাল্লি ওয়ানুছাল্লিমু আলা হাবীবিহিল কারীম! মহান ২৭ মাঘ মাইজভাণ্ডারে আনন্দ ও খুশির প্রকাশের দিন। কেননা, এই দিনে মাইজভাণ্ডার শরীফের মহান আধ্যাত্মিক ব্যক্তিত্ব শায়খুল ইসলাম মুজাদ্দিদে দ্বীন ও মিল্লাত হযরত শাহসূফী মাওলানা সৈয়দ মইনুদ্দীন আহমদ আল-হাসানী ওয়াল হোসাইনী আল-মাইজভাণ্ডারী (ক.) দুনিয়াতে তশরিফ এনে আমাদেরকে ধন্য ও কৃতার্থ করেছেন। এ বছর এ মহান ব্যক্তিত্বের bbox=[675, 623, 1094, 676]
photo-strip-caption: (১) ২ নভেম্বর ২০১৯ মাননীয় প্রধানমন্ত্রী শেখ হাসিনা ও হুজুর কেবলা শাহসূফী সৈয়দ সাইফুদ্দীন আহমদ আল-হাসানী মাইজভাণ্ডারী (মা.জি.আ.)। (২) ভারতের মাননীয় প্রধানমন্ত্রী নরেন্দ্র মোদির সাথে মতবিনিময় করছেন হুজুর কেবলা। (৩) ২০১৮ সালের ২৮-৩১ আগস্ট ভারতের দিল্লিতে অনুষ্ঠিত আন্তর্জাতিক সুফি সম্মেলনে প্রধান অতিথি হিসেবে বক্তব্য রাখছেন হুজুর কেবলা। (৪) ২০০০ সালে উজবেকিস্তানের তাশখন্দে ইউনেস্কো আয়োজিত আন্তঃধর্মীয় সংলাপ সম্মেলনে বাংলাদেশের প্রতিনিধিত্ব করছেন হুজুর কেবলা (ক.)। (৫) ১৭ মার্চ ২০১৯ সালে বঙ্গবন্ধুর জন্মশতবার্ষিকী উপলক্ষে হুজুর কেবলা (মা.জি.আ.)। (৬) আন্তর্জাতিক সুফি সম্মেলনে প্রধান অতিথি হিসেবে হুজুর কেবলা। (৭) ২০১৬ সালে ১৭-১৮ সেপ্টেম্বর ঢাকার ইন্টারন্যাশনাল কনভেনশন সেন্টারে আয়োজিত সম্মেলনে হুজুর কেবলা। bbox=[35, 2267, 1528, 2309]
trust-account: Hazrat Syed Mainuddin Ahmed Maizbhandari Trust Account No-4107501551000, Ab Bank Chowkbazar Branch, Chittagong, Bangladesh. bbox=[35, 1164, 731, 1192]
photo-strip-divider bbox=[35, 2071, 1528, 2073]
photo-number-3: ৩ bbox=[595, 2228, 621, 2254]
imamul-bullet-4: ◆ আমি স্রষ্টার দেয়া গুণে গুণান্বিত, প্রকৃতির মত উদার, তাই নীরব। bbox=[523, 397, 806, 410]
ashish-footer: সৈয়দ সাইফুদ্দীন আহমদ আল-হাসানী মাইজভাণ্ডারী bbox=[891, 1002, 1094, 1014]
photo-number-7: ৭ bbox=[1485, 2228, 1511, 2254]
ashish-paragraph-3: আল্লাহ পাক তাঁর প্রতি সর্বদা আশীর্বাদ ও রহমত বর্ষণ করুন এবং তাঁর নেক হায়াত দারাজ করুন। হুজুর কেবলার ৮২তম খোশরোজ শরীফ উপলক্ষে বাংলাদেশসহ বিশ্বের ভক্ত মুরিদানের প্রতি রইল তাঁর নূরী চেহারা অসংখ্য সালাম ও শুভকামনা। bbox=[519, 795, 1094, 822]
smaraniya-section bbox=[35, 485, 1097, 566]
bismillah: বিসমিল্লাহির রাহমানির রাহীম bbox=[827, 578, 945, 590]
pm-signature: ~∽~ bbox=[311, 977, 359, 999]
imamul-bullet-2: ◆ কবুতরের মত বাছিয়া খাও, হারাম খাইওনা। নিজ সন্তান-সন্ততি নিয়ে খোদার প্রশংসা কর। bbox=[523, 335, 904, 349]
biography-title: হযরত সৈয়দ মইনুদ্দীন আহমদ আল্-হাসানী ওয়াল হোসাইনী আল-মাইজভাণ্ডারী (ক.) কেবলা কাবার জীবনজ্যোতির সারসংক্ষেপ bbox=[35, 1317, 512, 1361]
quran-box bbox=[35, 288, 509, 479]
shajra-name-2: হযরত শাহসূফী সৈয়দ সাইফুদ্দীন আহমদ bbox=[1168, 1585, 1466, 1607]
